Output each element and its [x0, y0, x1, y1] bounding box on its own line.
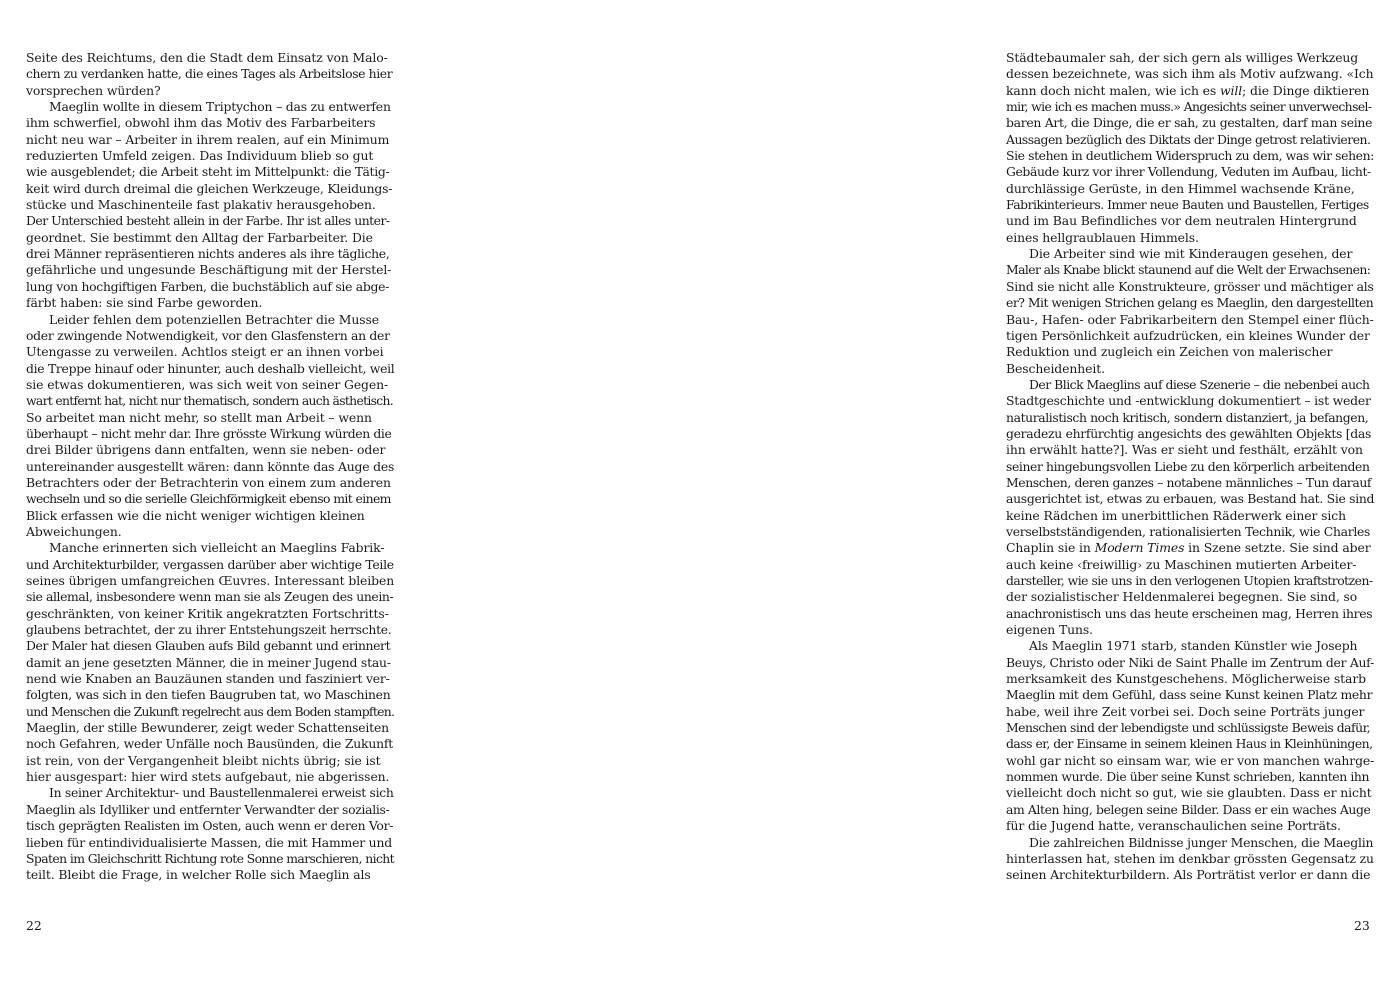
text-line: noch Gefahren, weder Unfälle noch Bausünden, die Zukunft [26, 736, 394, 752]
text-line: untereinander ausgestellt wären: dann könnte das Auge des [26, 458, 395, 474]
text-line: merksamkeit des Kunstgeschehens. Möglicherweise starb [1006, 671, 1366, 687]
text-line: keit wird durch dreimal die gleichen Werkzeuge, Kleidungs- [26, 180, 393, 196]
text-line: seinen Architekturbildern. Als Porträtist verlor er dann die [1006, 867, 1371, 883]
text-line: Als Maeglin 1971 starb, standen Künstler wie Joseph [1029, 638, 1358, 654]
text-line: ausgerichtet ist, etwas zu erbauen, was Bestand hat. Sie sind [1006, 491, 1375, 507]
text-line: Manche erinnerten sich vielleicht an Maeglins Fabrik- [49, 540, 385, 556]
text-line: Gebäude kurz vor ihrer Vollendung, Veduten im Aufbau, licht- [1006, 164, 1371, 180]
text-line: nommen wurde. Die über seine Kunst schrieben, kannten ihn [1006, 769, 1370, 785]
text-line: Spaten im Gleichschritt Richtung rote Sonne marschieren, nicht [26, 850, 395, 866]
text-line: Bau-, Hafen- oder Fabrikarbeitern den Stempel einer flüch- [1006, 311, 1374, 327]
text-line: der sozialistischer Heldenmalerei begegnen. Sie sind, so [1006, 589, 1358, 605]
text-line: teilt. Bleibt die Frage, in welcher Rolle sich Maeglin als [26, 867, 371, 883]
text-segment: ; die Dinge diktieren [1242, 82, 1370, 98]
right-page-text [1006, 50, 1374, 884]
text-line: Der Unterschied besteht allein in der Farbe. Ihr ist alles unter- [26, 213, 390, 229]
text-line: oder zwingende Notwendigkeit, vor den Glasfenstern an der [26, 327, 390, 343]
text-line: wohl gar nicht so einsam war, wie er von manchen wahrge- [1006, 752, 1375, 768]
text-line: drei Bilder übrigens dann entfalten, wenn sie neben- oder [26, 442, 386, 458]
text-line: geordnet. Sie bestimmt den Alltag der Farbarbeiter. Die [26, 229, 373, 245]
text-line: Bescheidenheit. [1006, 360, 1105, 376]
text-line: wart entfernt hat, nicht nur thematisch, sondern auch ästhetisch. [26, 393, 394, 409]
text-line [1006, 83, 1374, 99]
text-line: hier ausgespart: hier wird stets aufgebaut, nie abgerissen. [26, 769, 390, 785]
text-line: Betrachters oder der Betrachterin von einem zum anderen [26, 474, 391, 490]
text-line: Blick erfassen wie die nicht weniger wichtigen kleinen [26, 507, 365, 523]
text-line: tigen Persönlichkeit aufzudrücken, ein kleines Wunder der [1006, 327, 1370, 343]
text-line: wechseln und so die serielle Gleichförmigkeit ebenso mit einem [26, 491, 391, 507]
text-line: seiner hingebungsvollen Liebe zu den körperlich arbeitenden [1006, 458, 1370, 474]
italic-segment: will [1220, 82, 1243, 98]
text-line: baren Art, die Dinge, die er sah, zu gestalten, darf man seine [1006, 115, 1373, 131]
text-line: Der Maler hat diesen Glauben aufs Bild gebannt und erinnert [26, 638, 391, 654]
text-line: durchlässige Gerüste, in den Himmel wachsende Kräne, [1006, 180, 1355, 196]
text-line: Seite des Reichtums, den die Stadt dem Einsatz von Malo- [26, 50, 388, 65]
text-line: nend wie Knaben an Bauzäunen standen und fasziniert ver- [26, 671, 390, 687]
text-line: ihm schwerfiel, obwohl ihm das Motiv des Farbarbeiters [26, 115, 376, 131]
text-line: vielleicht doch nicht so gut, wie sie glaubten. Dass er nicht [1006, 785, 1372, 801]
text-line: Der Blick Maeglins auf diese Szenerie – die nebenbei auch [1029, 376, 1370, 392]
text-line: In seiner Architektur- und Baustellenmalerei erweist sich [49, 785, 394, 801]
text-line: Beuys, Christo oder Niki de Saint Phalle im Zentrum der Auf- [1006, 654, 1374, 670]
text-line: und im Bau Befindliches vor dem neutralen Hintergrund [1006, 213, 1357, 229]
right-page-number: 23 [1354, 918, 1370, 933]
text-line: mir, wie ich es machen muss.» Angesichts seiner unverwechsel- [1006, 99, 1372, 115]
text-line: Maeglin als Idylliker und entfernter Verwandter der sozialis- [26, 801, 390, 817]
text-line: habe, weil ihre Zeit vorbei sei. Doch seine Porträts junger [1006, 703, 1365, 719]
text-line: ihn erwählt hatte?]. Was er sieht und festhält, erzählt von [1006, 442, 1363, 458]
text-line: Menschen, deren ganzes – notabene männliches – Tun darauf [1006, 474, 1372, 490]
text-line: naturalistisch noch kritisch, sondern distanziert, ja befangen, [1006, 409, 1369, 425]
text-line: Abweichungen. [26, 523, 122, 539]
text-line: er? Mit wenigen Strichen gelang es Maeglin, den dargestellten [1006, 295, 1374, 311]
text-line: nicht neu war – Arbeiter in ihrem realen, auf ein Minimum [26, 131, 390, 147]
text-line: geschränkten, von keiner Kritik angekratzten Fortschritts- [26, 605, 389, 621]
text-line: und Menschen die Zukunft regelrecht aus dem Boden stampften. [26, 703, 395, 719]
text-segment: kann doch nicht malen, wie ich es [1006, 82, 1221, 98]
text-line: Maeglin mit dem Gefühl, dass seine Kunst keinen Platz mehr [1006, 687, 1373, 703]
text-line: Sind sie nicht alle Konstrukteure, grösser und mächtiger als [1006, 278, 1374, 294]
text-line: hinterlassen hat, stehen im denkbar grössten Gegensatz zu [1006, 850, 1374, 866]
left-page-text [26, 50, 394, 884]
text-line: So arbeitet man nicht mehr, so stellt man Arbeit – wenn [26, 409, 372, 425]
text-line: für die Jugend hatte, veranschaulichen seine Porträts. [1006, 818, 1341, 834]
text-line: und Architekturbilder, vergassen darüber aber wichtige Teile [26, 556, 394, 572]
text-line: seines übrigen umfangreichen Œuvres. Interessant bleiben [26, 573, 395, 588]
text-line: Sie stehen in deutlichem Widerspruch zu dem, was wir sehen: [1006, 148, 1374, 164]
text-line: Maeglin, der stille Bewunderer, zeigt weder Schattenseiten [26, 720, 389, 736]
text-line: gefährliche und ungesunde Beschäftigung mit der Herstel- [26, 262, 392, 278]
text-line: geradezu ehrfürchtig angesichts des gewählten Objekts [das [1006, 425, 1372, 441]
text-line: dessen bezeichnete, was sich ihm als Motiv aufzwang. «Ich [1006, 66, 1374, 82]
text-line: anachronistisch uns das heute erscheinen mag, Herren ihres [1006, 605, 1373, 621]
italic-segment: Modern Times [1094, 540, 1185, 556]
text-line: überhaupt – nicht mehr dar. Ihre grösste Wirkung würden die [26, 425, 392, 441]
text-line: Reduktion und zugleich ein Zeichen von malerischer [1006, 344, 1333, 360]
text-line: Stadtgeschichte und -entwicklung dokumentiert – ist weder [1006, 393, 1371, 409]
text-line: Fabrikinterieurs. Immer neue Bauten und Baustellen, Fertiges [1006, 197, 1369, 213]
text-line: Utengasse zu verweilen. Achtlos steigt er an ihnen vorbei [26, 344, 384, 360]
text-line: stücke und Maschinenteile fast plakativ herausgehoben. [26, 197, 376, 213]
text-line: eines hellgraublauen Himmels. [1006, 229, 1199, 245]
text-line: Aussagen bezüglich des Diktats der Dinge getrost relativieren. [1006, 131, 1371, 147]
text-line: Maeglin wollte in diesem Triptychon – das zu entwerfen [49, 99, 391, 115]
text-line: vorsprechen würden? [26, 82, 161, 98]
text-line: Städtebaumaler sah, der sich gern als williges Werkzeug [1006, 50, 1359, 65]
text-line: Menschen sind der lebendigste und schlüssigste Beweis dafür, [1006, 720, 1371, 736]
text-line [1006, 540, 1374, 556]
text-line: dass er, der Einsame in seinem kleinen Haus in Kleinhüningen, [1006, 736, 1373, 752]
text-line: lieben für entindividualisierte Massen, die mit Hammer und [26, 834, 392, 850]
text-line: sie etwas dokumentieren, was sich weit von seiner Gegen- [26, 376, 389, 392]
text-line: chern zu verdanken hatte, die eines Tages als Arbeitslose hier [26, 66, 393, 82]
text-line: reduzierten Umfeld zeigen. Das Individuum blieb so gut [26, 148, 374, 164]
text-line: sie allemal, insbesondere wenn man sie als Zeugen des unein- [26, 589, 394, 605]
text-line: folgten, was sich in den tiefen Baugruben tat, wo Maschinen [26, 687, 391, 703]
text-line: die Treppe hinauf oder hinunter, auch deshalb vielleicht, weil [26, 360, 395, 376]
text-line: lung von hochgiftigen Farben, die buchstäblich auf sie abge- [26, 278, 390, 294]
text-line: färbt haben: sie sind Farbe geworden. [26, 295, 263, 311]
text-line: am Alten hing, belegen seine Bilder. Dass er ein waches Auge [1006, 801, 1371, 817]
text-segment: Chaplin sie in [1006, 540, 1095, 556]
text-line: Die zahlreichen Bildnisse junger Menschen, die Maeglin [1029, 834, 1374, 850]
text-line: darsteller, wie sie uns in den verlogenen Utopien kraftstrotzen- [1006, 573, 1373, 588]
text-line: Leider fehlen dem potenziellen Betrachter die Musse [49, 311, 380, 327]
text-line: tisch geprägten Realisten im Osten, auch wenn er deren Vor- [26, 818, 394, 834]
text-line: Die Arbeiter sind wie mit Kinderaugen gesehen, der [1029, 246, 1353, 262]
text-line: auch keine ‹freiwillig› zu Maschinen mutierten Arbeiter- [1006, 556, 1357, 572]
text-line: wie ausgeblendet; die Arbeit steht im Mittelpunkt: die Tätig- [26, 164, 390, 180]
text-line: Maler als Knabe blickt staunend auf die Welt der Erwachsenen: [1006, 262, 1371, 278]
text-segment: in Szene setzte. Sie sind aber [1184, 540, 1371, 556]
text-line: ist rein, von der Vergangenheit bleibt nichts übrig; sie ist [26, 752, 381, 768]
text-line: drei Männer repräsentieren nichts anderes als ihre tägliche, [26, 246, 390, 262]
text-line: keine Rädchen im unerbittlichen Räderwerk einer sich [1006, 507, 1346, 523]
text-line: glaubens betrachtet, der zu ihrer Entstehungszeit herrschte. [26, 622, 392, 638]
text-line: verselbstständigenden, rationalisierten Technik, wie Charles [1006, 523, 1371, 539]
left-page-number: 22 [26, 918, 42, 933]
text-line: eigenen Tuns. [1006, 622, 1094, 638]
text-line: damit an jene gesetzten Männer, die in meiner Jugend stau- [26, 654, 391, 670]
